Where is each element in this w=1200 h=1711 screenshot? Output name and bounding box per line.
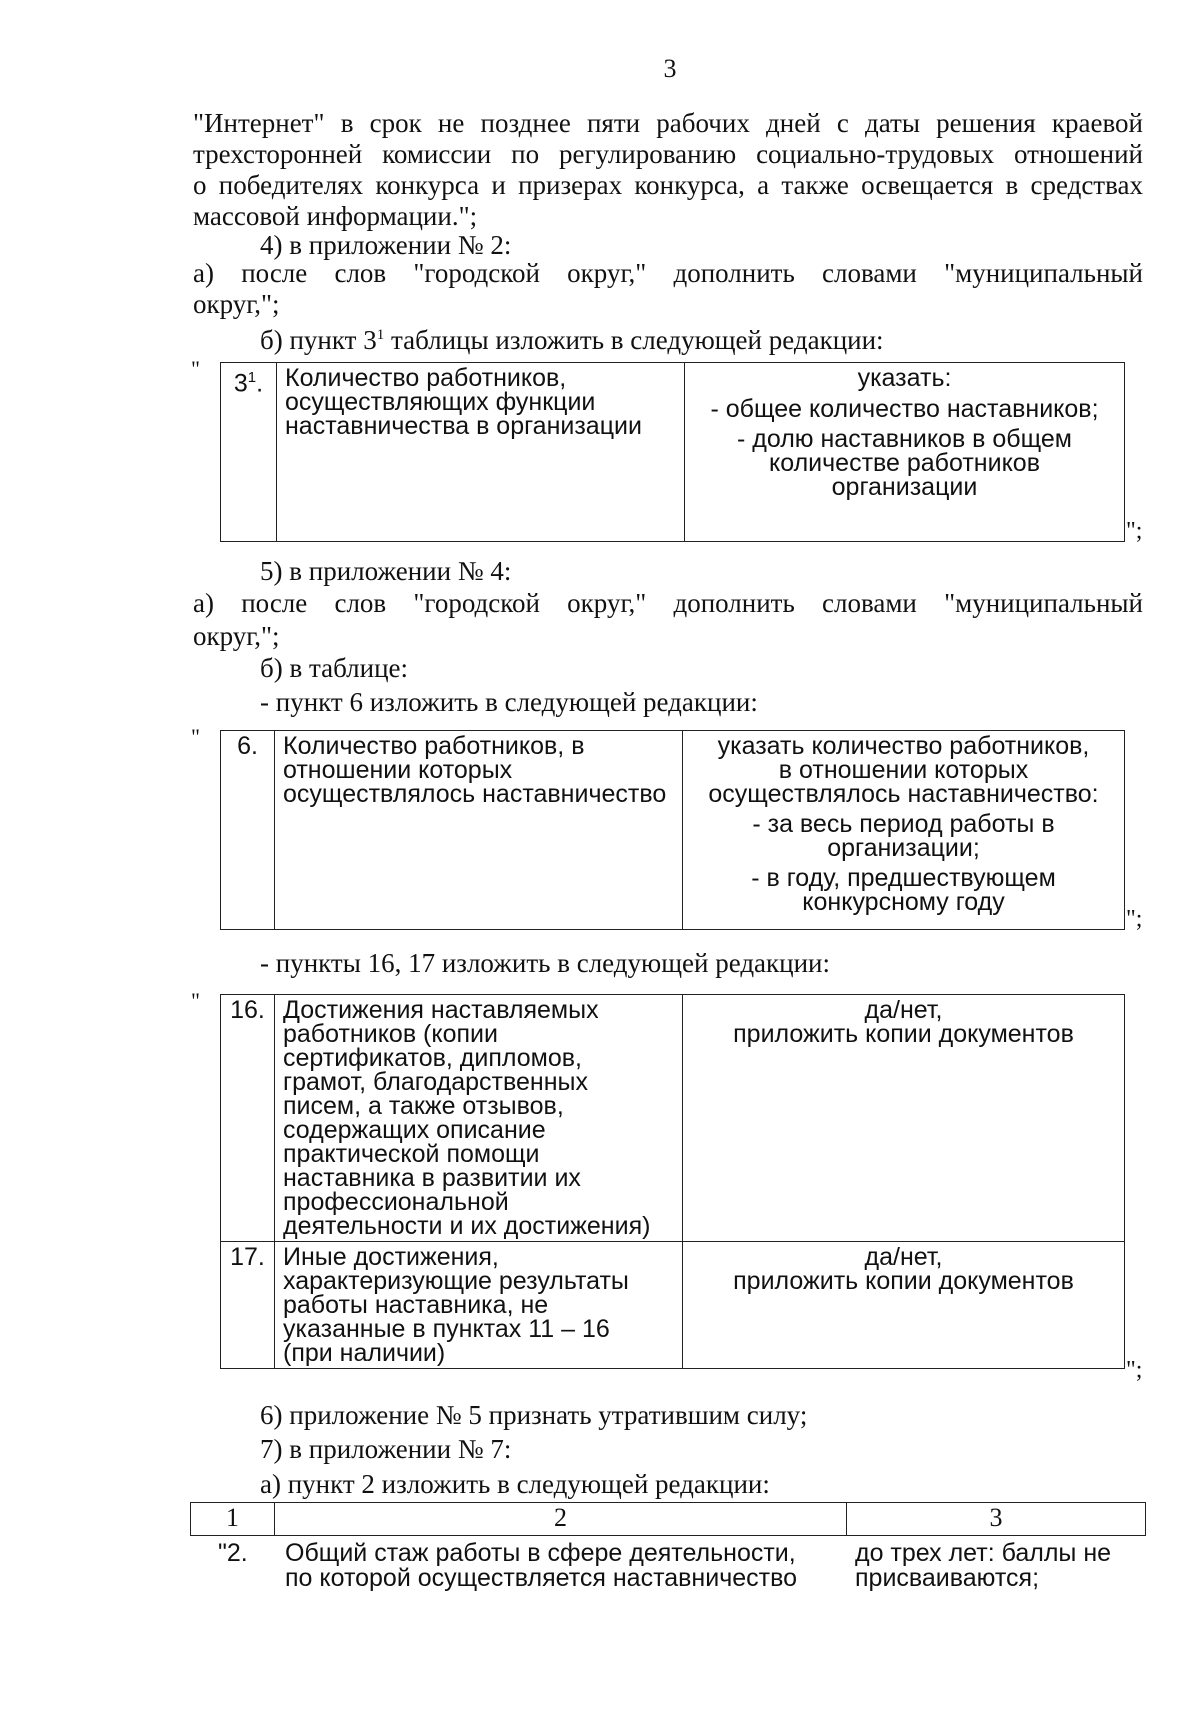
row-name: Достижения наставляемых работников (копии сертификатов, дипломов, грамот, благодарственных писем, а также отзывов, содержащих описание практической помощи наставника в развитии их профессиональной деятельности и их достижения) — [275, 995, 683, 1242]
intro-line: о победителях конкурса и призерах конкурса, а также освещается в средствах — [193, 170, 1143, 200]
item4-a-line2: округ,"; — [193, 289, 280, 319]
item5-a-line1: а) после слов "городской округ," дополнить словами "муниципальный — [193, 588, 1143, 618]
row-value: да/нет, приложить копии документов — [683, 995, 1125, 1242]
item4-b — [260, 319, 884, 356]
row-value: да/нет, приложить копии документов — [683, 1242, 1125, 1369]
intro-line: массовой информации."; — [193, 201, 478, 231]
table-row — [221, 363, 1125, 542]
item4-heading: 4) в приложении № 2: — [260, 230, 512, 260]
close-quote: "; — [1126, 906, 1143, 932]
item7-heading: 7) в приложении № 7: — [260, 1434, 512, 1464]
item5-heading: 5) в приложении № 4: — [260, 556, 512, 586]
item5-p1617-intro: - пункты 16, 17 изложить в следующей редакции: — [260, 948, 831, 978]
row-name: Количество работников, в отношении которых осуществлялось наставничество — [275, 731, 683, 930]
item4-b-sup: 1 — [376, 327, 385, 343]
row-number: 16. — [221, 995, 275, 1242]
table-header-row — [191, 1503, 1146, 1536]
row-value: до трех лет: баллы не присваиваются; — [855, 1539, 1112, 1592]
open-quote: " — [191, 356, 200, 381]
row-name: Иные достижения, характеризующие результаты работы наставника, не указанные в пунктах 11 – 16 (при наличии) — [275, 1242, 683, 1369]
row-name: Количество работников, осуществляющих функции наставничества в организации — [277, 363, 685, 542]
item5-b: б) в таблице: — [260, 653, 409, 683]
item5-a-line2: округ,"; — [193, 621, 280, 651]
table-item6 — [220, 730, 1125, 930]
close-quote: "; — [1126, 518, 1143, 544]
row-value: указать количество работников, в отношении которых осуществлялось наставничество: - за весь период работы в организации; - в году, предшествующем конкурсному году — [683, 731, 1125, 930]
open-quote: " — [191, 724, 200, 749]
item6: 6) приложение № 5 признать утратившим силу; — [260, 1400, 808, 1430]
column-header: 3 — [847, 1503, 1146, 1536]
column-header: 1 — [191, 1503, 275, 1536]
table-row — [221, 1242, 1125, 1369]
row-name: Общий стаж работы в сфере деятельности, по которой осуществляется наставничество — [285, 1539, 797, 1592]
row-number: 6. — [221, 731, 275, 930]
table-row — [221, 731, 1125, 930]
row-number: $3^1$. — [221, 363, 277, 542]
item4-b-prefix: б) пункт 3 — [260, 325, 377, 355]
item5-p6-intro: - пункт 6 изложить в следующей редакции: — [260, 687, 758, 717]
close-quote: "; — [1126, 1357, 1143, 1383]
table-item3-1 — [220, 362, 1125, 542]
open-quote: " — [191, 988, 200, 1013]
item4-b-suffix: таблицы изложить в следующей редакции: — [384, 325, 884, 355]
row-number: "2. — [218, 1539, 248, 1567]
row-value: указать: - общее количество наставников; - долю наставников в общем количестве работников организации — [685, 363, 1125, 542]
item7-a: а) пункт 2 изложить в следующей редакции: — [260, 1469, 770, 1499]
page-number: 3 — [663, 54, 677, 83]
intro-paragraph — [193, 108, 1143, 232]
table-items16-17 — [220, 994, 1125, 1369]
table-row — [221, 995, 1125, 1242]
table-item7-header — [190, 1502, 1146, 1536]
intro-line: "Интернет" в срок не позднее пяти рабочих дней с даты решения краевой — [193, 108, 1143, 138]
intro-line: трехсторонней комиссии по регулированию социально-трудовых отношений — [193, 139, 1143, 169]
row-number: 17. — [221, 1242, 275, 1369]
item4-a-line1: а) после слов "городской округ," дополнить словами "муниципальный — [193, 258, 1143, 288]
column-header: 2 — [275, 1503, 847, 1536]
